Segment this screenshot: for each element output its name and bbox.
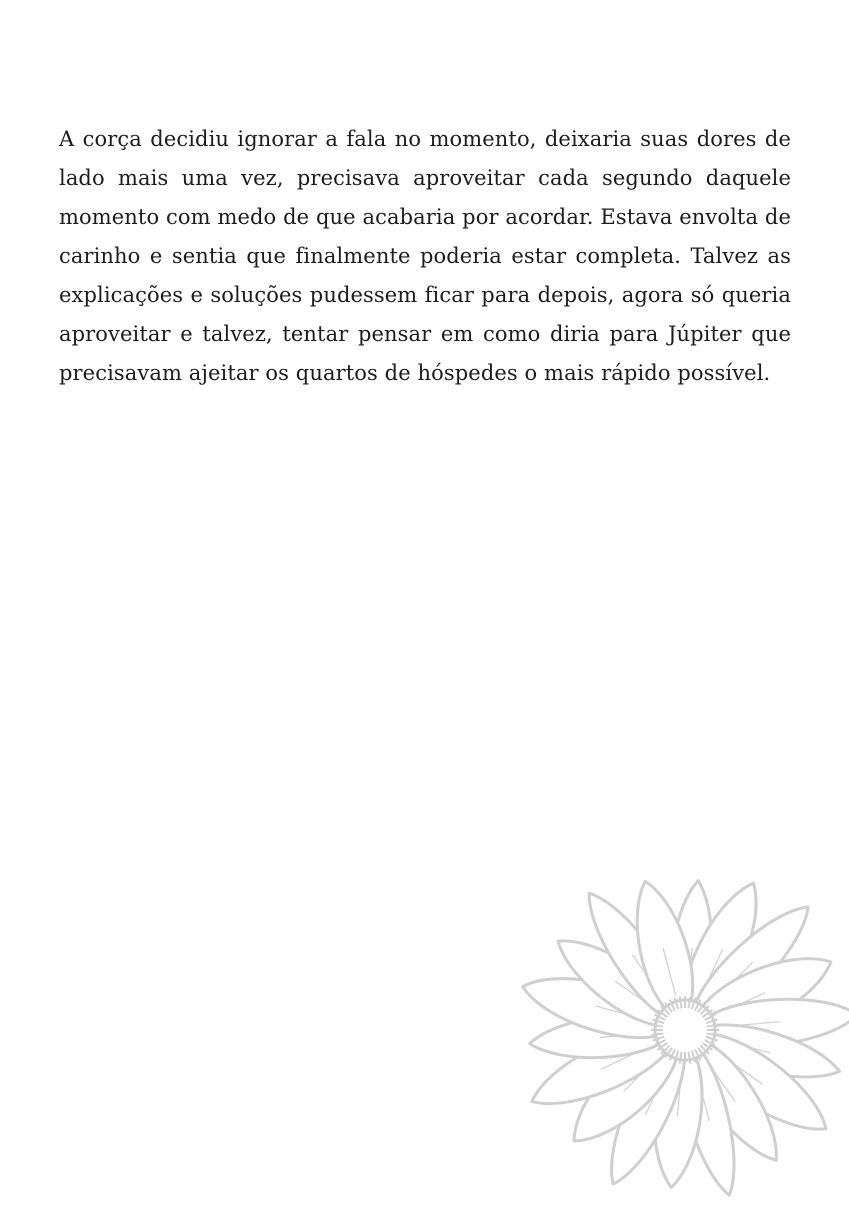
daisy-flower-icon bbox=[500, 870, 849, 1210]
body-paragraph: A corça decidiu ignorar a fala no momento, deixaria suas dores de lado mais uma vez, precisava aproveitar cada segundo daquele momento com medo de que acabaria por acordar. Estava envolta de carinho e sentia que finalmente poderia estar completa. Talvez as explicações e soluções pudessem ficar para depois, agora só queria aproveitar e talvez, tentar pensar em como diria para Júpiter que precisavam ajeitar os quartos de hóspedes o mais rápido possível. bbox=[59, 127, 791, 385]
